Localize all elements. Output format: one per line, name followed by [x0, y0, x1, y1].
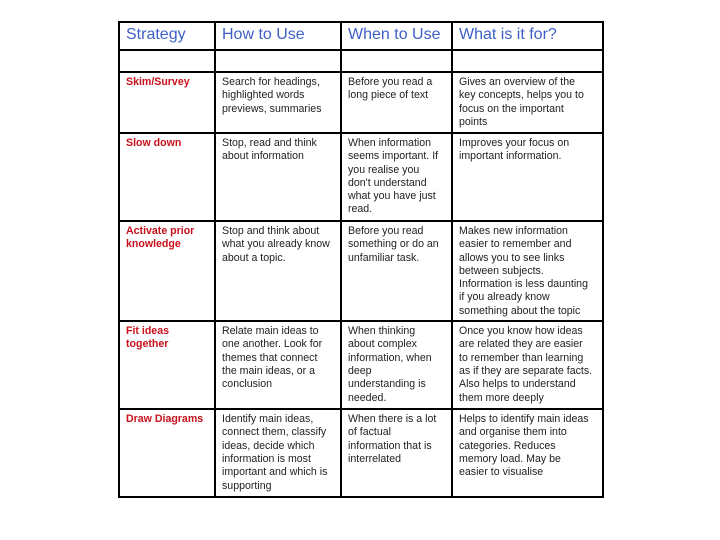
when-cell: Before you read something or do an unfamiliar task.	[341, 221, 452, 321]
blank-cell	[341, 50, 452, 72]
header-what-is-it-for: What is it for?	[452, 22, 603, 50]
blank-cell	[215, 50, 341, 72]
what-cell: Gives an overview of the key concepts, helps you to focus on the important points	[452, 72, 603, 133]
table-row	[119, 72, 603, 133]
when-cell: Before you read a long piece of text	[341, 72, 452, 133]
table-row	[119, 321, 603, 409]
when-cell: When information seems important. If you realise you don't understand what you have just read.	[341, 133, 452, 221]
how-cell: Identify main ideas, connect them, classify ideas, decide which information is most important and which is supporting	[215, 409, 341, 497]
strategy-cell: Skim/Survey	[119, 72, 215, 133]
when-cell: When thinking about complex information, when deep understanding is needed.	[341, 321, 452, 409]
when-cell: When there is a lot of factual information that is interrelated	[341, 409, 452, 497]
how-cell: Stop, read and think about information	[215, 133, 341, 221]
strategy-cell: Fit ideas together	[119, 321, 215, 409]
strategy-cell: Draw Diagrams	[119, 409, 215, 497]
strategy-cell: Slow down	[119, 133, 215, 221]
header-row	[119, 22, 603, 50]
what-cell: Helps to identify main ideas and organise them into categories. Reduces memory load. May be easier to visualise	[452, 409, 603, 497]
how-cell: Stop and think about what you already know about a topic.	[215, 221, 341, 321]
how-cell: Relate main ideas to one another. Look for themes that connect the main ideas, or a conclusion	[215, 321, 341, 409]
what-cell: Once you know how ideas are related they are easier to remember than learning as if they are separate facts. Also helps to understand them more deeply	[452, 321, 603, 409]
strategy-cell: Activate prior knowledge	[119, 221, 215, 321]
what-cell: Makes new information easier to remember and allows you to see links between subjects. Information is less daunting if you already know something about the topic	[452, 221, 603, 321]
table-row	[119, 133, 603, 221]
strategy-table	[118, 21, 604, 498]
blank-cell	[452, 50, 603, 72]
header-how-to-use: How to Use	[215, 22, 341, 50]
blank-row	[119, 50, 603, 72]
header-strategy: Strategy	[119, 22, 215, 50]
table-row	[119, 221, 603, 321]
table-row	[119, 409, 603, 497]
header-when-to-use: When to Use	[341, 22, 452, 50]
blank-cell	[119, 50, 215, 72]
what-cell: Improves your focus on important information.	[452, 133, 603, 221]
how-cell: Search for headings, highlighted words previews, summaries	[215, 72, 341, 133]
